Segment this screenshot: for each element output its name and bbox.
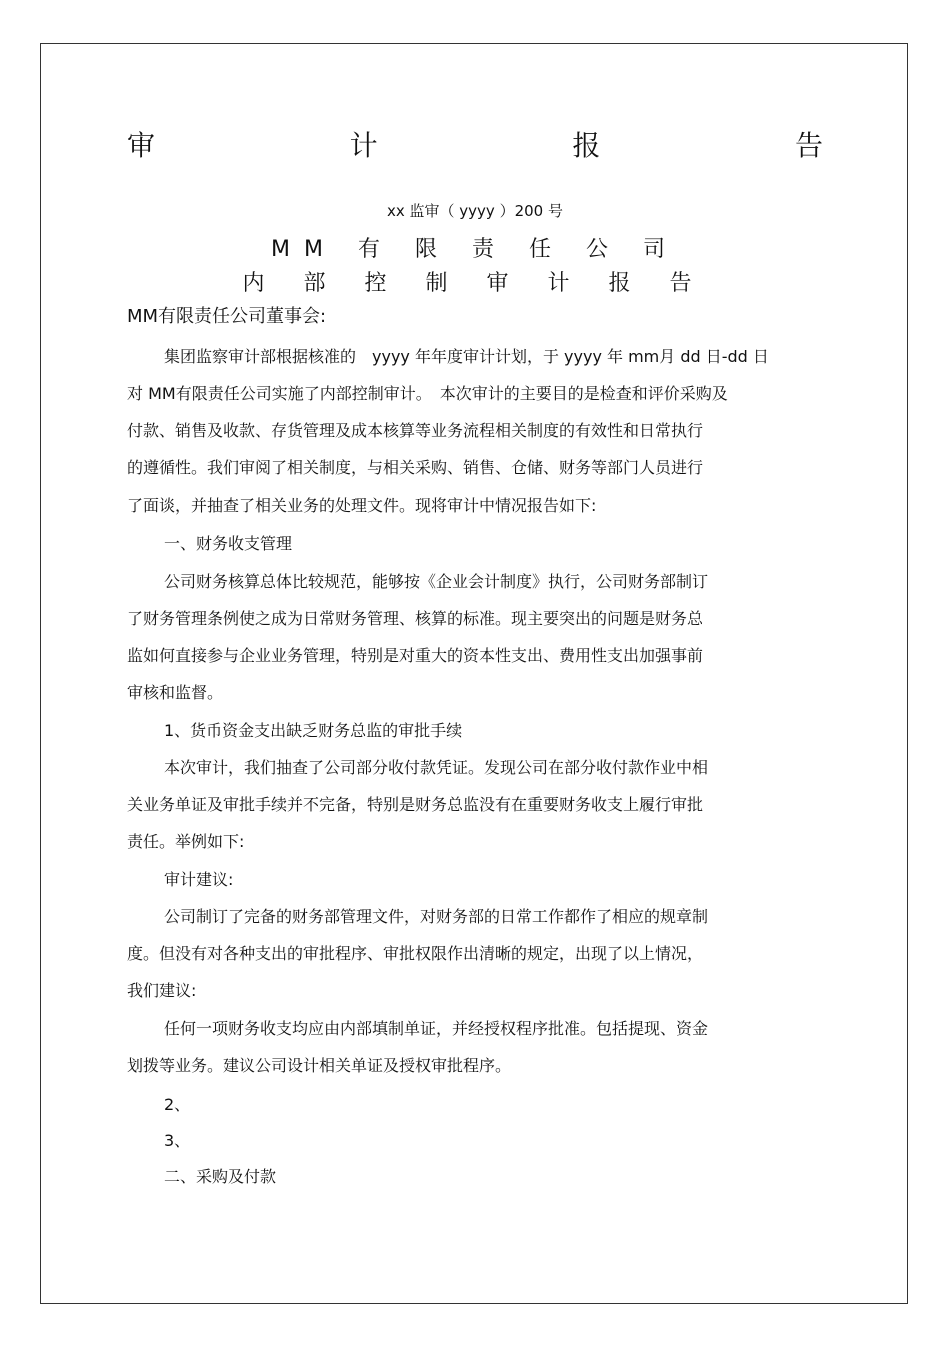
body-line: 公司财务核算总体比较规范，能够按《企业会计制度》执行，公司财务部制订 bbox=[164, 572, 709, 591]
body-line: 对 MM有限责任公司实施了内部控制审计。 本次审计的主要目的是检查和评价采购及 bbox=[127, 384, 728, 403]
subsection-heading: 1、货币资金支出缺乏财务总监的审批手续 bbox=[164, 721, 463, 740]
company-heading: MM 有 限 责 任 公 司 bbox=[271, 237, 679, 262]
body-line: 责任。举例如下: bbox=[127, 832, 245, 851]
list-number: 3、 bbox=[164, 1131, 191, 1150]
body-line: 付款、销售及收款、存货管理及成本核算等业务流程相关制度的有效性和日常执行 bbox=[127, 421, 704, 440]
title-char: 计 bbox=[349, 129, 378, 162]
body-line: 我们建议: bbox=[127, 981, 197, 1000]
report-title bbox=[127, 124, 823, 164]
body-line: 度。但没有对各种支出的审批程序、审批权限作出清晰的规定，出现了以上情况， bbox=[127, 944, 704, 963]
section-heading: 一、财务收支管理 bbox=[164, 534, 293, 553]
body-line: 监如何直接参与企业业务管理，特别是对重大的资本性支出、费用性支出加强事前 bbox=[127, 646, 704, 665]
body-line: 划拨等业务。建议公司设计相关单证及授权审批程序。 bbox=[127, 1056, 512, 1075]
salutation: MM有限责任公司董事会: bbox=[127, 306, 327, 327]
body-line: 集团监察审计部根据核准的 yyyy 年年度审计计划，于 yyyy 年 mm月 dd 日-dd 日 bbox=[164, 347, 769, 366]
body-line: 了财务管理条例使之成为日常财务管理、核算的标准。现主要突出的问题是财务总 bbox=[127, 609, 704, 628]
body-line: 关业务单证及审批手续并不完备，特别是财务总监没有在重要财务收支上履行审批 bbox=[127, 795, 704, 814]
body-line: 了面谈，并抽查了相关业务的处理文件。现将审计中情况报告如下: bbox=[127, 496, 597, 515]
title-char: 告 bbox=[794, 129, 823, 162]
title-char: 审 bbox=[127, 129, 156, 162]
body-line: 本次审计，我们抽查了公司部分收付款凭证。发现公司在部分收付款作业中相 bbox=[164, 758, 709, 777]
report-subtitle: 内 部 控 制 审 计 报 告 bbox=[242, 271, 708, 296]
title-char: 报 bbox=[572, 129, 601, 162]
body-line: 任何一项财务收支均应由内部填制单证，并经授权程序批准。包括提现、资金 bbox=[164, 1019, 709, 1038]
body-line: 的遵循性。我们审阅了相关制度，与相关采购、销售、仓储、财务等部门人员进行 bbox=[127, 458, 704, 477]
document-number: xx 监审（ yyyy ）200 号 bbox=[387, 202, 563, 220]
label-line: 审计建议: bbox=[164, 870, 234, 889]
body-line: 公司制订了完备的财务部管理文件，对财务部的日常工作都作了相应的规章制 bbox=[164, 907, 709, 926]
list-number: 2、 bbox=[164, 1095, 191, 1114]
section-heading: 二、采购及付款 bbox=[164, 1167, 277, 1186]
body-line: 审核和监督。 bbox=[127, 683, 224, 702]
